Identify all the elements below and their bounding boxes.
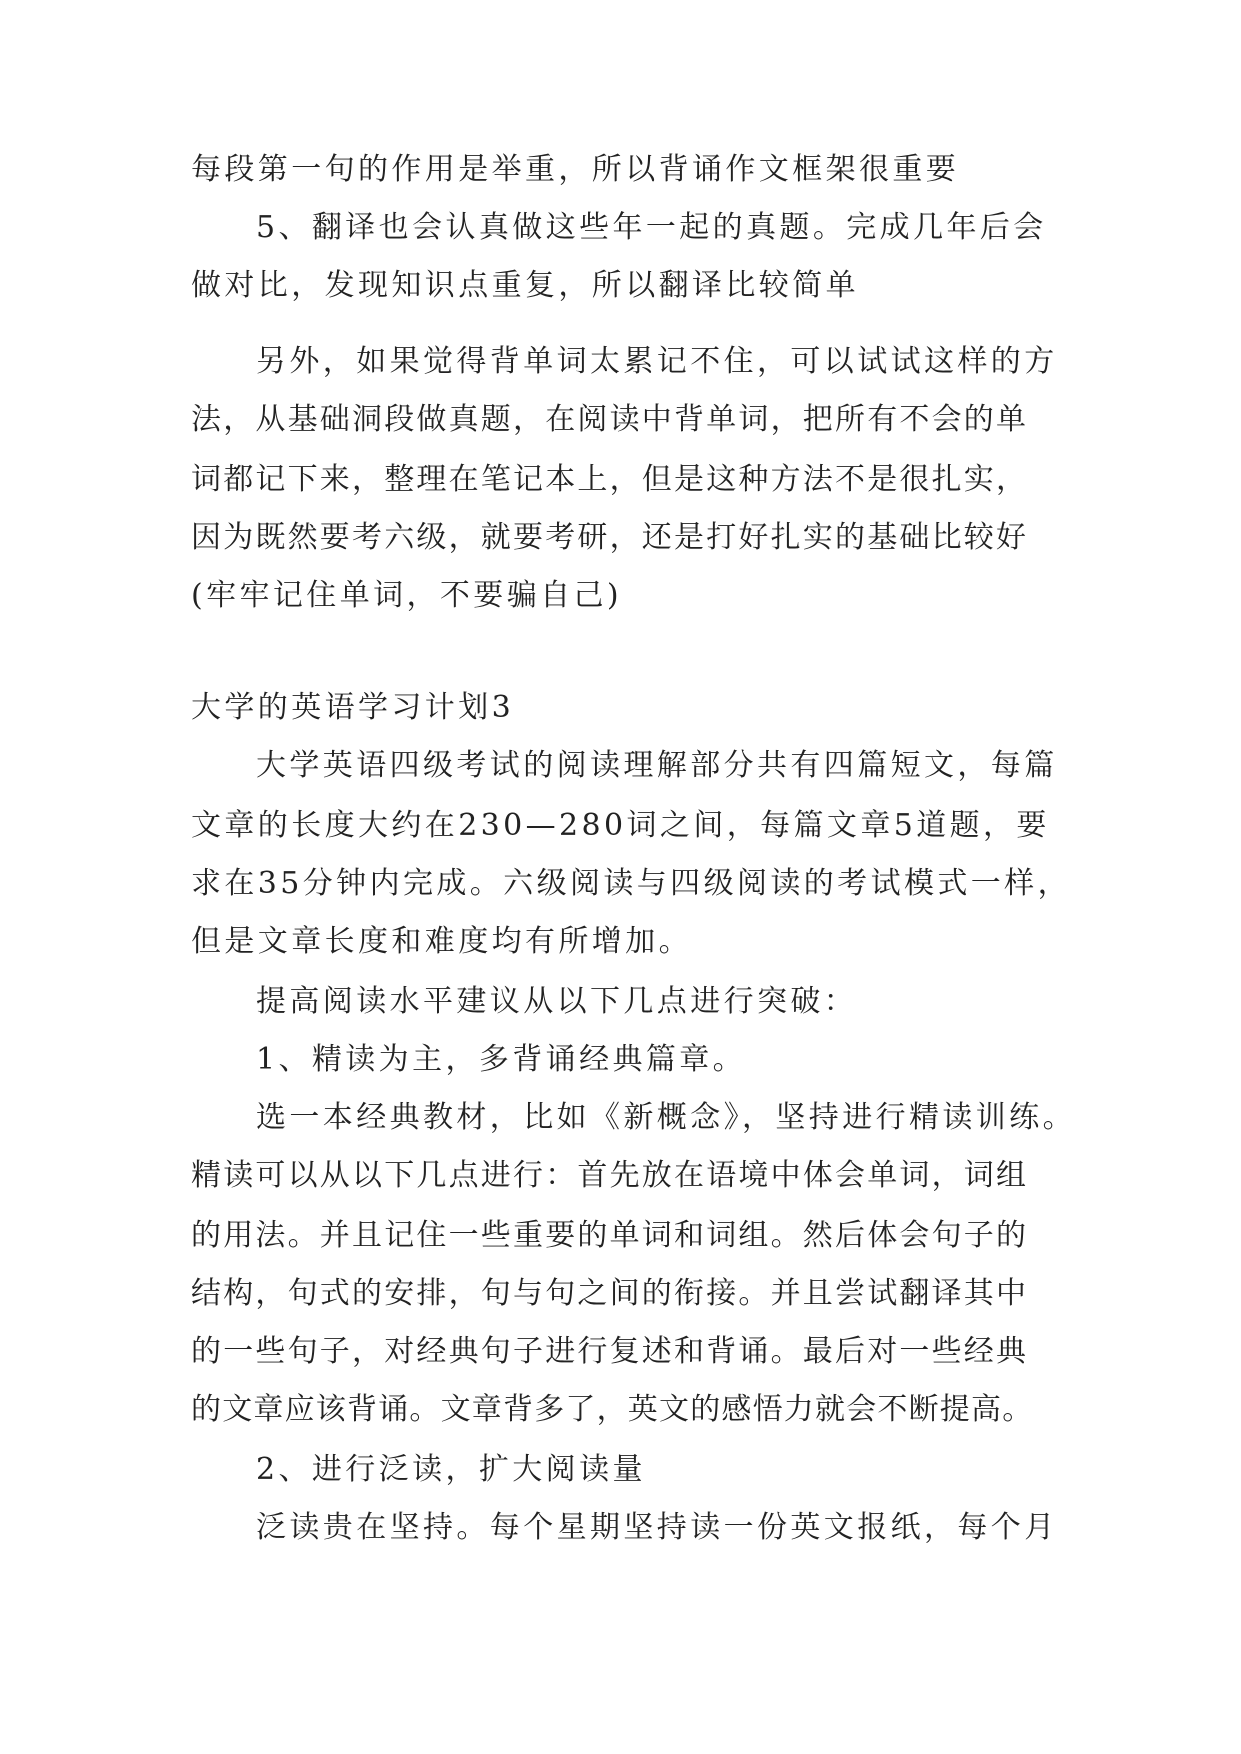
text-line: 法，从基础洞段做真题，在阅读中背单词，把所有不会的单 bbox=[191, 402, 1029, 437]
text-line: 泛读贵在坚持。每个星期坚持读一份英文报纸，每个月 bbox=[256, 1510, 1058, 1545]
text-line: 但是文章长度和难度均有所增加。 bbox=[191, 924, 692, 959]
text-line: 精读可以从以下几点进行：首先放在语境中体会单词，词组 bbox=[191, 1158, 1029, 1193]
text-line: 每段第一句的作用是举重，所以背诵作文框架很重要 bbox=[191, 152, 960, 187]
section-heading: 大学的英语学习计划3 bbox=[191, 690, 515, 725]
text-line: 文章的长度大约在230—280词之间，每篇文章5道题，要 bbox=[191, 808, 1050, 843]
text-line: 的用法。并且记住一些重要的单词和词组。然后体会句子的 bbox=[191, 1218, 1029, 1253]
text-line: (牢牢记住单词，不要骗自己) bbox=[191, 578, 623, 613]
text-line: 的一些句子，对经典句子进行复述和背诵。最后对一些经典 bbox=[191, 1334, 1029, 1369]
text-line: 5、翻译也会认真做这些年一起的真题。完成几年后会 bbox=[256, 210, 1047, 245]
text-line: 词都记下来，整理在笔记本上，但是这种方法不是很扎实， bbox=[191, 462, 1029, 497]
text-line: 因为既然要考六级，就要考研，还是打好扎实的基础比较好 bbox=[191, 520, 1029, 555]
text-line: 选一本经典教材，比如《新概念》，坚持进行精读训练。 bbox=[256, 1100, 1076, 1135]
text-line: 做对比，发现知识点重复，所以翻译比较简单 bbox=[191, 268, 859, 303]
text-line: 结构，句式的安排，句与句之间的衔接。并且尝试翻译其中 bbox=[191, 1276, 1029, 1311]
text-line: 求在35分钟内完成。六级阅读与四级阅读的考试模式一样， bbox=[191, 866, 1071, 901]
text-line: 提高阅读水平建议从以下几点进行突破： bbox=[256, 984, 858, 1019]
text-line: 2、进行泛读，扩大阅读量 bbox=[256, 1452, 646, 1487]
text-line: 1、精读为主，多背诵经典篇章。 bbox=[256, 1042, 747, 1077]
text-line: 另外，如果觉得背单词太累记不住，可以试试这样的方 bbox=[256, 344, 1058, 379]
text-line: 大学英语四级考试的阅读理解部分共有四篇短文，每篇 bbox=[256, 748, 1058, 783]
text-line: 的文章应该背诵。文章背多了，英文的感悟力就会不断提高。 bbox=[191, 1392, 1034, 1427]
